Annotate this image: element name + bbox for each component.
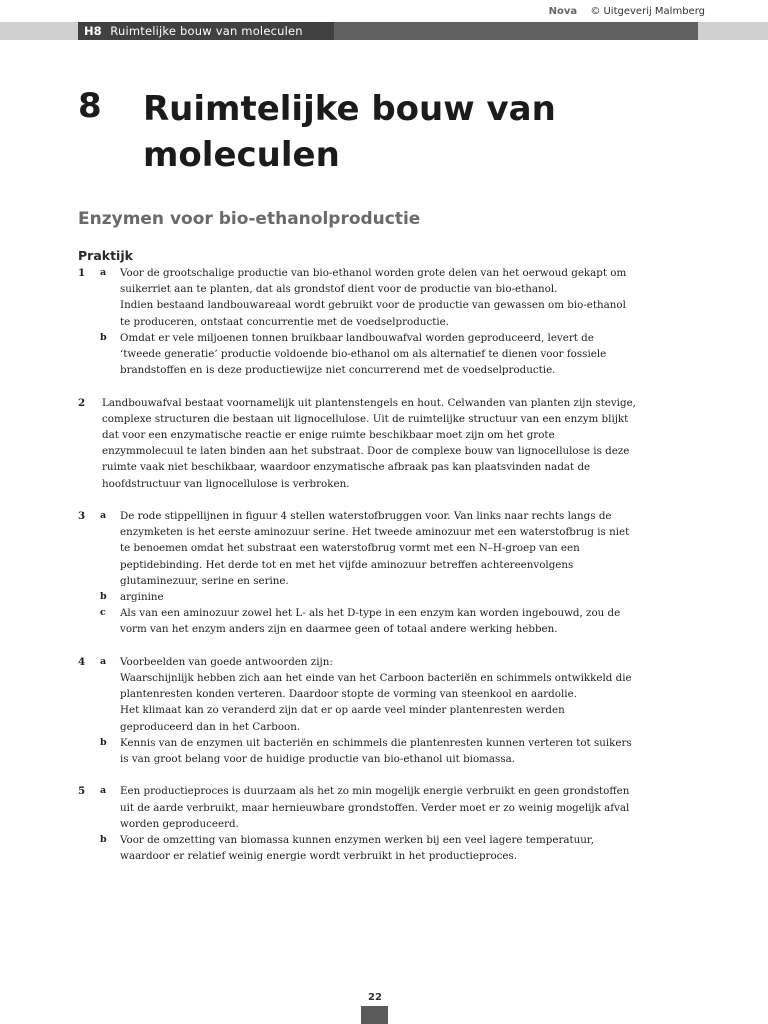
question-answer xyxy=(78,654,638,767)
answer-part xyxy=(78,654,638,735)
answer-paragraph: Omdat er vele miljoenen tonnen bruikbaar landbouwafval worden geproduceerd, levert de ‘tweede generatie’ productie voldoende bio-ethanol om als alternatief te dienen voor fossiele brandstoffen en is deze productiewijze niet concurrerend met de voedselproductie. xyxy=(120,331,607,377)
answer-paragraph: Een productieproces is duurzaam als het zo min mogelijk energie verbruikt en geen grondstoffen uit de aarde verbruikt, maar hernieuwbare grondstoffen. Verder moet er zo weinig mogelijk afval worden geproduceerd. xyxy=(120,785,630,830)
publisher-meta xyxy=(549,6,705,17)
answer-paragraph: Voor de grootschalige productie van bio-ethanol worden grote delen van het oerwoud gekapt om suikerriet aan te planten, dat als grondstof dient voor de productie van bio-ethanol. xyxy=(120,267,627,296)
part-label: c xyxy=(100,607,106,619)
question-answer xyxy=(78,783,638,864)
question-number: 1 xyxy=(78,267,86,279)
chapter-label xyxy=(78,22,334,40)
part-label: b xyxy=(100,591,107,603)
part-label: a xyxy=(100,267,107,278)
part-label: a xyxy=(100,510,107,522)
page-tab-marker xyxy=(361,1006,388,1024)
answer-paragraph: Het klimaat kan zo veranderd zijn dat er op aarde veel minder plantenresten werden geproduceerd dan in het Carboon. xyxy=(120,704,565,733)
brand-name: Nova xyxy=(548,6,578,17)
answer-paragraph: arginine xyxy=(120,591,164,604)
question-answer xyxy=(78,508,638,638)
answer-paragraph: Kennis van de enzymen uit bacteriën en schimmels die plantenresten kunnen verteren tot suikers is van groot belang voor de huidige productie van bio-ethanol uit biomassa. xyxy=(120,736,632,766)
question-number: 5 xyxy=(78,785,86,798)
chapter-number: 8 xyxy=(78,86,102,126)
chapter-header-bar xyxy=(0,22,768,40)
question-answer xyxy=(78,265,638,378)
chapter-code: H8 xyxy=(84,24,102,38)
answer-paragraph: De rode stippellijnen in figuur 4 stellen waterstofbruggen voor. Van links naar rechts langs de enzymketen is het eerste aminozuur serine. Het tweede aminozuur met een waterstofbrug is niet te benoemen omdat het substraat een waterstofbrug vormt met een N–H-groep van een peptidebinding. Het derde tot en met het vijfde aminozuur betreffen achtereenvolgens glutaminezuur, serine en serine. xyxy=(120,510,630,587)
answer-part xyxy=(78,735,638,767)
part-label: b xyxy=(100,331,107,343)
answer-paragraph: Als van een aminozuur zowel het L- als het D-type in een enzym kan worden ingebouwd, zou de vorm van het enzym anders zijn en daarmee geen of totaal andere werking hebben. xyxy=(120,607,621,636)
answer-paragraph: Voor de omzetting van biomassa kunnen enzymen werken bij een veel lagere temperatuur, waardoor er relatief weinig energie wordt verbruikt in het productieproces. xyxy=(120,834,594,863)
part-label: a xyxy=(100,785,107,797)
answer-paragraph: Landbouwafval bestaat voornamelijk uit plantenstengels en hout. Celwanden van planten zijn stevige, complexe structuren die bestaan uit lignocellulose. Uit de ruimtelijke structuur van een enzym blijkt dat voor een enzymatische reactie er enige ruimte beschikbaar moet zijn om het grote enzymmolecuul te laten binden aan het substraat. Door de complexe bouw van lignocellulose is deze ruimte vaak niet beschikbaar, waardoor enzymatische afbraak pas kan plaatsvinden nadat de hoofdstructuur van lignocellulose is verbroken. xyxy=(102,396,636,490)
answer-part xyxy=(78,605,638,637)
sub-heading: Praktijk xyxy=(78,248,133,263)
answer-paragraph: Waarschijnlijk hebben zich aan het einde van het Carboon bacteriën en schimmels ontwikkeld die plantenresten konden verteren. Daardoor stopte de vorming van steenkool en aardolie. xyxy=(120,672,632,701)
answer-part xyxy=(78,832,638,864)
answer-part xyxy=(78,265,638,330)
page-title: Ruimtelijke bouw van moleculen xyxy=(143,89,556,175)
chapter-title-short: Ruimtelijke bouw van moleculen xyxy=(110,24,303,38)
question-answer xyxy=(78,395,638,492)
answer-paragraph: Indien bestaand landbouwareaal wordt gebruikt voor de productie van gewassen om bio-ethanol te produceren, ontstaat concurrentie met de voedselproductie. xyxy=(120,299,626,328)
answer-paragraph: Voorbeelden van goede antwoorden zijn: xyxy=(120,655,333,668)
answers-list xyxy=(78,265,638,881)
question-number: 2 xyxy=(78,396,86,409)
answer-part xyxy=(78,508,638,589)
answer-part xyxy=(78,395,638,492)
part-label: a xyxy=(100,655,107,667)
answer-part xyxy=(78,589,638,605)
question-number: 3 xyxy=(78,510,86,523)
answer-part xyxy=(78,783,638,832)
question-number: 4 xyxy=(78,655,86,668)
answer-part xyxy=(78,330,638,379)
part-label: b xyxy=(100,834,107,846)
publisher-copyright: © Uitgeverij Malmberg xyxy=(590,6,705,17)
page-number: 22 xyxy=(368,992,382,1003)
part-label: b xyxy=(100,736,107,748)
section-heading: Enzymen voor bio-ethanolproductie xyxy=(78,209,421,229)
